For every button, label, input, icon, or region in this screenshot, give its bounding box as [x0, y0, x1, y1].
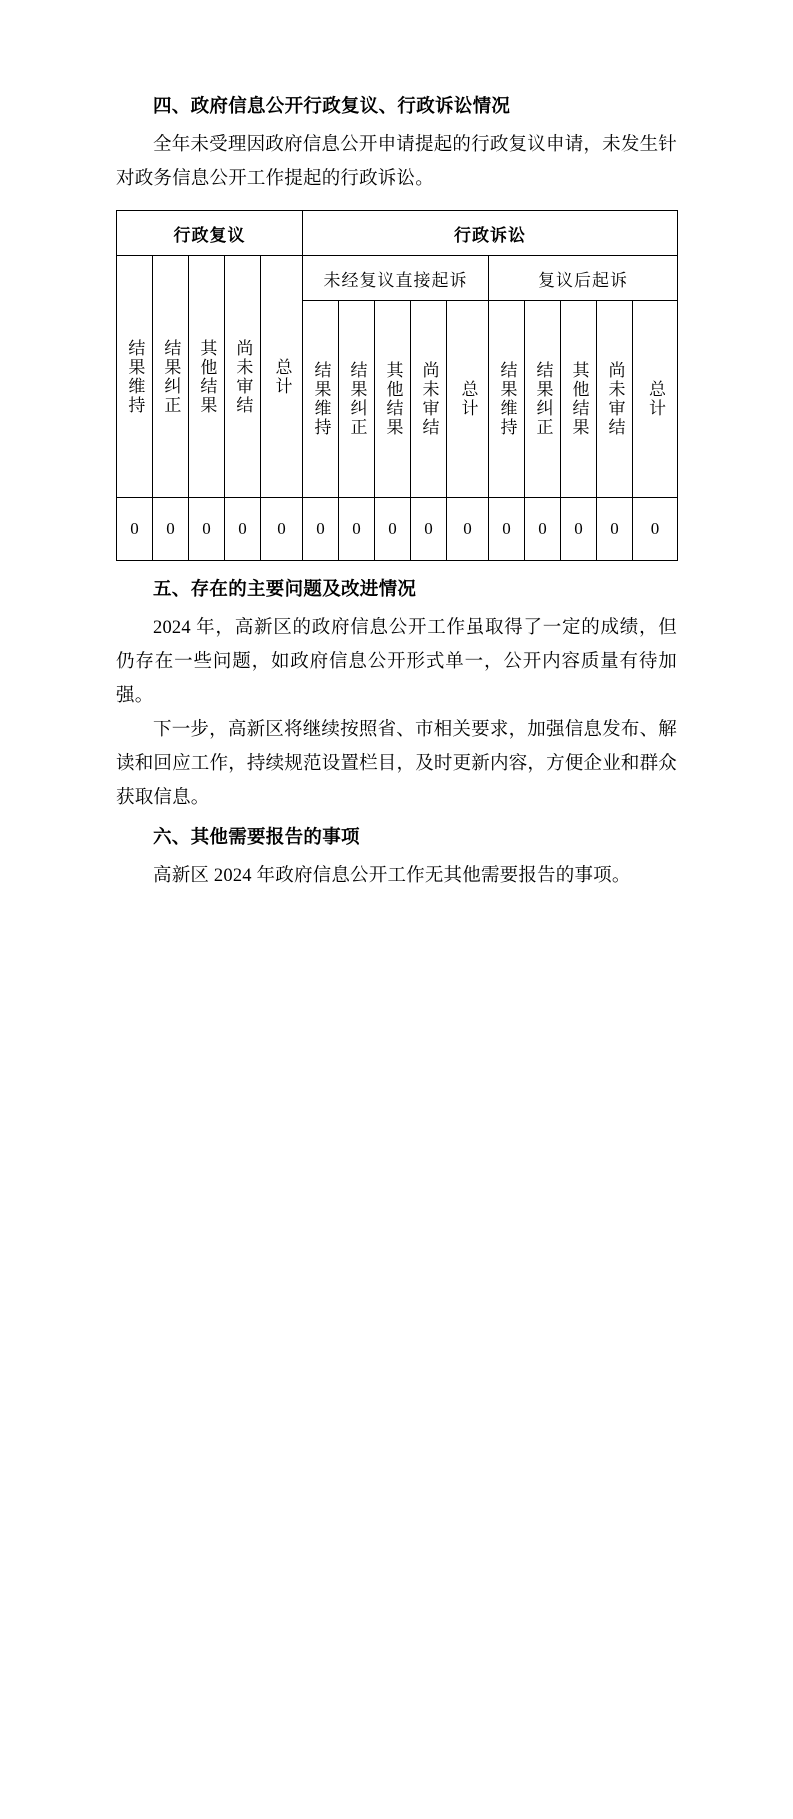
paragraph-6-1: 高新区 2024 年政府信息公开工作无其他需要报告的事项。 — [153, 866, 631, 886]
col-header-direct-corrected: 结果纠正 — [339, 301, 375, 498]
table-row-mid-header — [117, 256, 678, 301]
col-header-direct-upheld: 结果维持 — [303, 301, 339, 498]
cell-value: 0 — [375, 498, 411, 561]
cell-value: 0 — [339, 498, 375, 561]
col-header-post-corrected: 结果纠正 — [525, 301, 561, 498]
cell-value: 0 — [261, 498, 303, 561]
col-header-direct-total: 总计 — [447, 301, 489, 498]
col-header-post-pending: 尚未审结 — [597, 301, 633, 498]
col-header-direct-pending: 尚未审结 — [411, 301, 447, 498]
cell-value: 0 — [153, 498, 189, 561]
paragraph-4-1: 全年未受理因政府信息公开申请提起的行政复议申请，未发生针对政务信息公开工作提起的行政诉讼。 — [116, 135, 677, 189]
paragraph-5-1: 2024 年，高新区的政府信息公开工作虽取得了一定的成绩，但仍存在一些问题，如政府信息公开形式单一，公开内容质量有待加强。 — [116, 618, 677, 706]
document-content — [116, 92, 677, 893]
col-header-review-total: 总计 — [261, 256, 303, 498]
admin-review-litigation-table — [116, 210, 678, 561]
header-admin-review: 行政复议 — [117, 211, 303, 256]
paragraph-5-2: 下一步，高新区将继续按照省、市相关要求，加强信息发布、解读和回应工作，持续规范设置栏目，及时更新内容，方便企业和群众获取信息。 — [116, 720, 678, 808]
col-header-post-total: 总计 — [633, 301, 678, 498]
cell-value: 0 — [411, 498, 447, 561]
section-heading-4: 四、政府信息公开行政复议、行政诉讼情况 — [153, 96, 511, 117]
col-header-review-corrected: 结果纠正 — [153, 256, 189, 498]
cell-value: 0 — [597, 498, 633, 561]
cell-value: 0 — [633, 498, 678, 561]
header-post-review-litigation: 复议后起诉 — [489, 256, 678, 301]
col-header-direct-other: 其他结果 — [375, 301, 411, 498]
section-heading-6: 六、其他需要报告的事项 — [153, 827, 360, 848]
cell-value: 0 — [561, 498, 597, 561]
cell-value: 0 — [489, 498, 525, 561]
cell-value: 0 — [303, 498, 339, 561]
table-row-values — [117, 498, 678, 561]
col-header-review-other: 其他结果 — [189, 256, 225, 498]
header-direct-litigation: 未经复议直接起诉 — [303, 256, 489, 301]
table-row-top-header — [117, 211, 678, 256]
col-header-review-upheld: 结果维持 — [117, 256, 153, 498]
cell-value: 0 — [117, 498, 153, 561]
col-header-post-other: 其他结果 — [561, 301, 597, 498]
cell-value: 0 — [189, 498, 225, 561]
section-heading-5: 五、存在的主要问题及改进情况 — [153, 579, 417, 600]
header-admin-litigation: 行政诉讼 — [303, 211, 678, 256]
cell-value: 0 — [447, 498, 489, 561]
cell-value: 0 — [525, 498, 561, 561]
col-header-post-upheld: 结果维持 — [489, 301, 525, 498]
cell-value: 0 — [225, 498, 261, 561]
spacer — [116, 815, 677, 823]
col-header-review-pending: 尚未审结 — [225, 256, 261, 498]
